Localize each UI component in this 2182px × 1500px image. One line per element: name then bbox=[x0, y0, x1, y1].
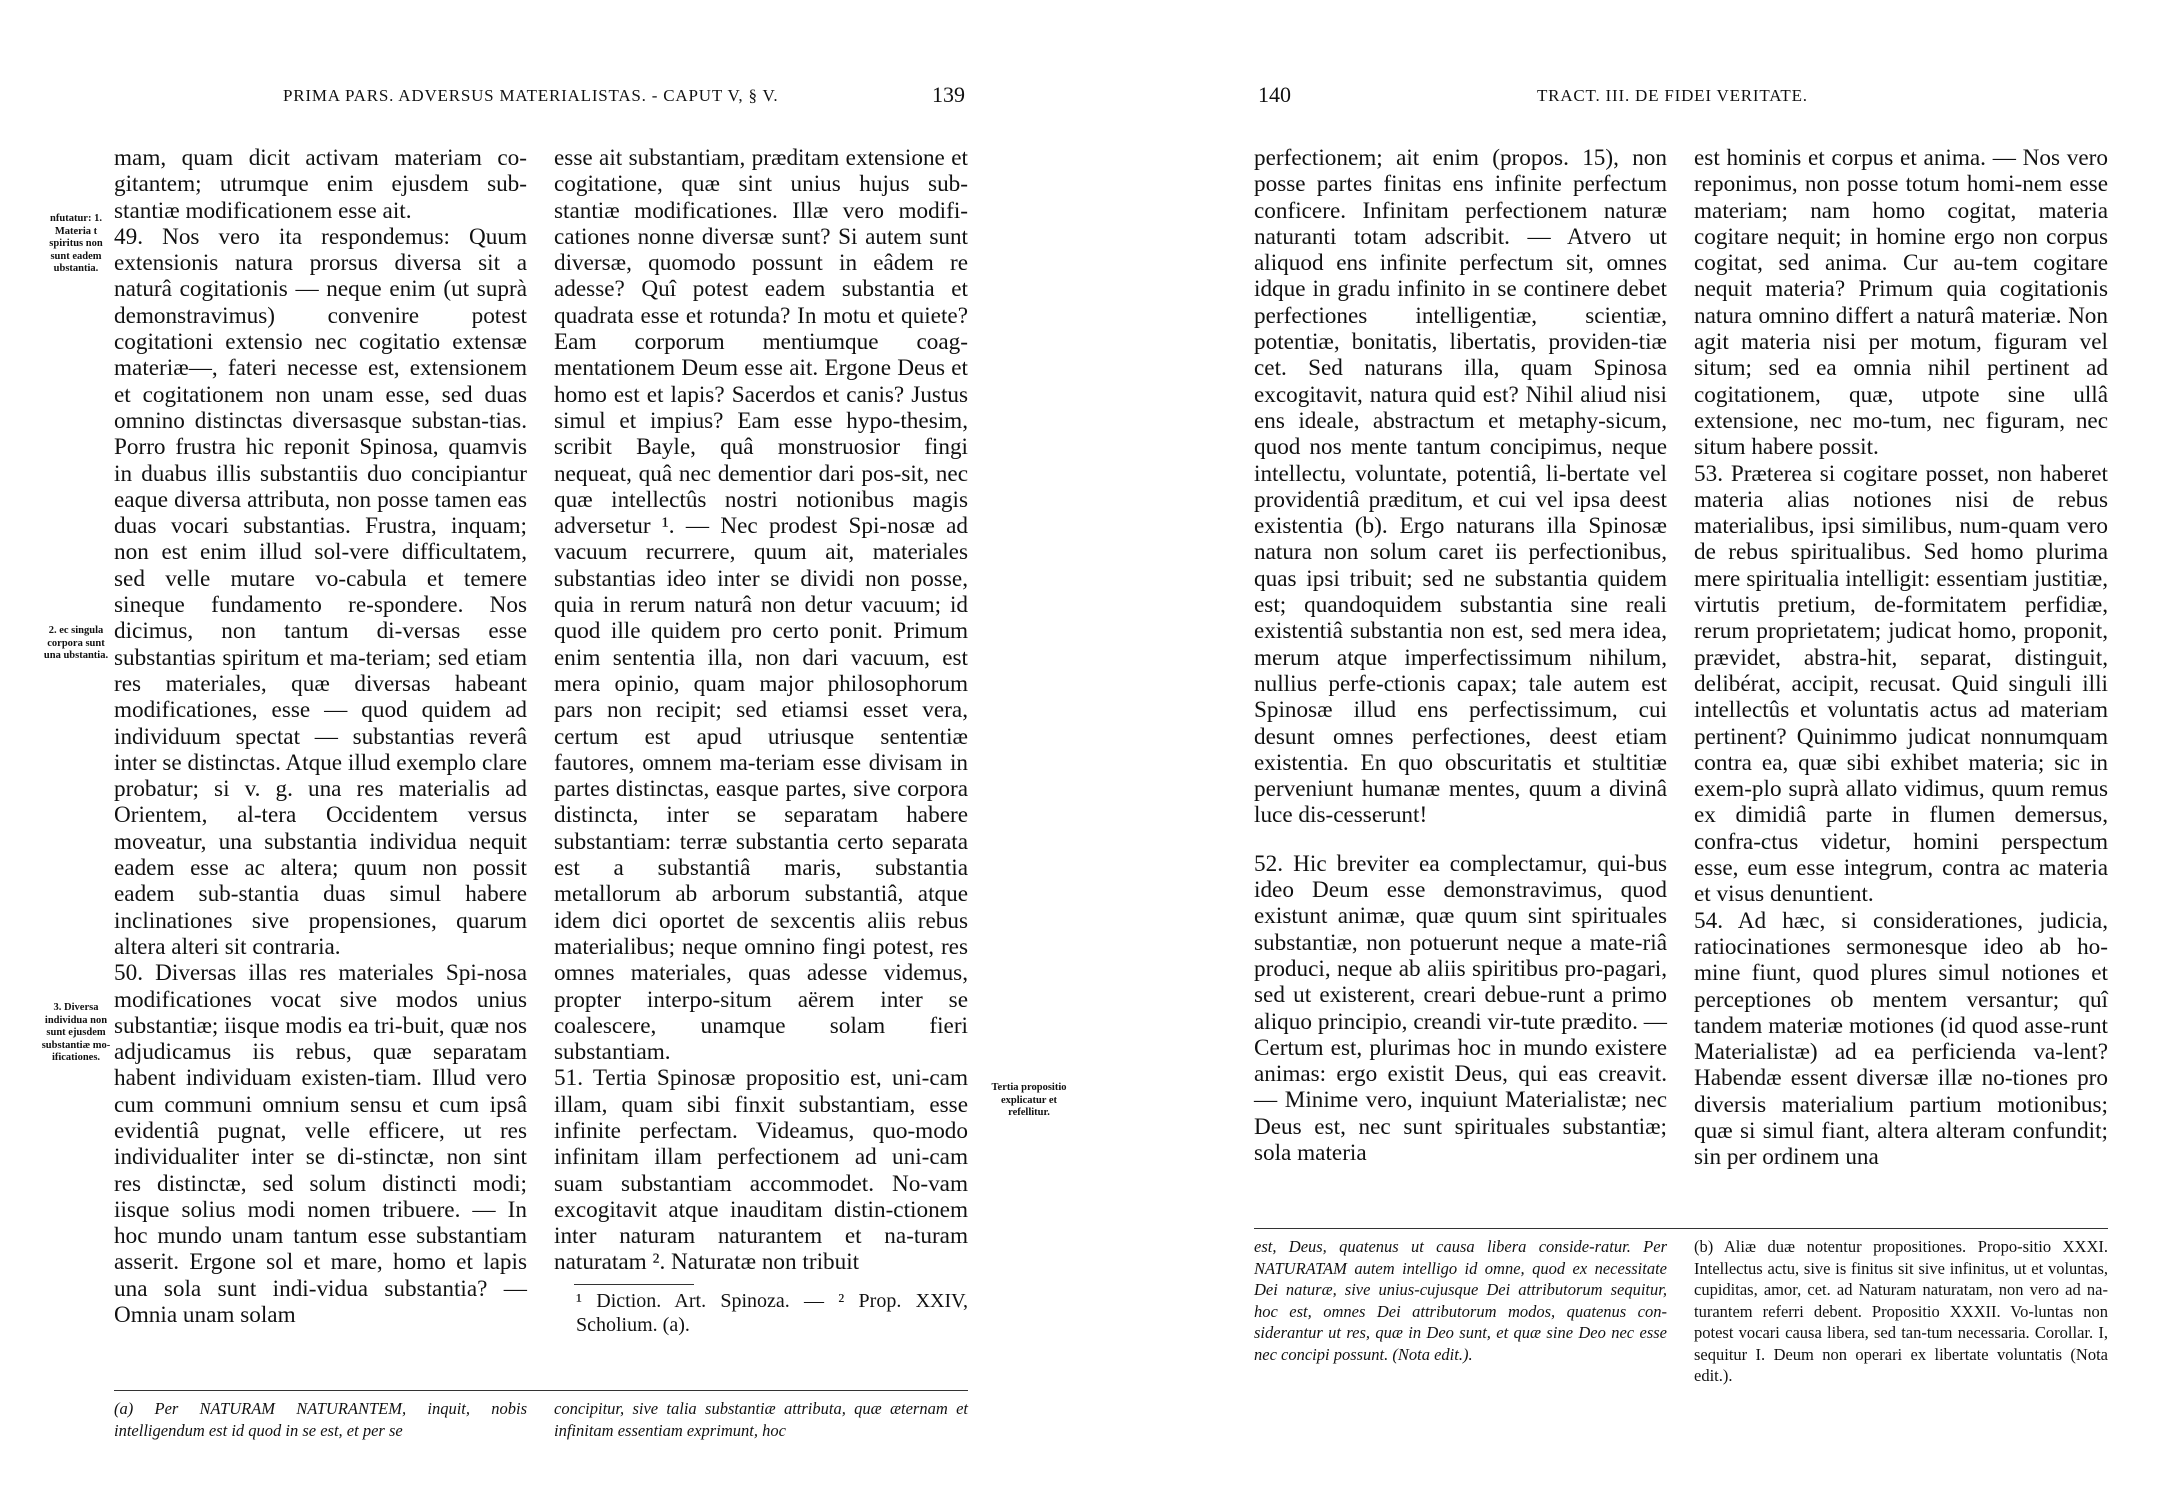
footnote-a-part1: (a) Per NATURAM NATURANTEM, inquit, nobis intelligendum est id quod in se est, et per se bbox=[114, 1399, 527, 1440]
footnote-rule bbox=[114, 1390, 968, 1391]
footnote-a-part2: concipitur, sive talia substantiæ attributa, quæ æternam et infinitam essentiam exprimunt, hoc bbox=[554, 1399, 968, 1440]
paragraph: mam, quam dicit activam materiam co-gitantem; utrumque enim ejusdem sub-stantiæ modificationem esse ait. bbox=[114, 145, 527, 224]
left-column-2 bbox=[554, 145, 968, 1337]
paragraph: perfectionem; ait enim (propos. 15), non posse partes finitas ens infinite perfectum conficere. Infinitam perfectionem naturæ naturanti totam adscribit. — Atvero ut aliquod ens infinite perfectum sit, omnes idque in gradu infinito in se continere debet perfectiones intelligentiæ, scientiæ, potentiæ, bonitatis, libertatis, providen-tiæ cet. Sed naturans illa, quam Spinosa excogitavit, natura quid est? Nihil aliud nisi ens ideale, abstractum et metaphy-sicum, quod nos mente tantum concipimus, neque intellectu, voluntate, potentiâ, li-bertate vel providentiâ præditum, et cui vel ipsa deest existentia (b). Ergo naturans illa Spinosæ natura non solum caret iis perfectionibus, quas ipsi tribuit; sed ne substantia quidem est; quandoquidem substantia sine reali existentiâ substantia non est, sed mera idea, merum atque imperfectissimum nihilum, nullius perfe-ctionis capax; tale autem est Spinosæ illud ens perfectissimum, cui desunt omnes perfectiones, deest etiam existentia. En quo obscuritatis et stultitiæ perveniunt humanæ mentes, quum a divinâ luce dis-cesserunt! bbox=[1254, 145, 1667, 829]
margin-note-4: Tertia propositio explicatur et refellitur. bbox=[991, 1082, 1067, 1118]
footnote-separator bbox=[574, 1284, 694, 1285]
margin-note-1: nfutatur: 1. Materia t spiritus non sunt eadem ubstantia. bbox=[49, 213, 103, 274]
page-number: 139 bbox=[932, 82, 965, 107]
paragraph-50: 50. Diversas illas res materiales Spi-nosa modificationes vocat sive modos unius substantiæ; iisque modis ea tri-buit, quæ nos adjudicamus iis rebus, quæ separatam habent individuam existen-tiam. Illud vero cum communi omnium sensu et cum ipsâ evidentiâ pugnat, velle efficere, ut res individualiter inter se di-stinctæ, non sint res distinctæ, sed solum distincti modi; iisque solius modi nomen tribuere. — In hoc mundo unam tantum esse substantiam asserit. Ergone sol et mare, homo et lapis una sola sunt indi-vidua substantia? — Omnia unam solam bbox=[114, 960, 527, 1329]
margin-note-2: 2. ec singula corpora sunt una ubstantia. bbox=[43, 625, 109, 661]
paragraph-49: 49. Nos vero ita respondemus: Quum extensionis natura prorsus diversa sit a naturâ cogitationis — neque enim (ut suprà demonstravimus) convenire potest cogitationi extensio nec cogitatio extensæ materiæ—, fateri necesse est, extensionem et cogitationem non unam esse, sed duas omnino distinctas diversasque substan-tias. Porro frustra hic reponit Spinosa, quamvis in duabus illis substantiis duo concipiantur eaque diversa attributa, non posse tamen eas duas vocari substantias. Frustra, inquam; non est enim illud sol-vere difficultatem, sed velle mutare vo-cabula et temere sineque fundamento re-spondere. Nos dicimus, non tantum di-versas esse substantias spiritum et ma-teriam; sed etiam res materiales, quæ diversas habeant modificationes, esse — quod quidem ad individuum spectat — substantias reverâ inter se distinctas. Atque illud exemplo clare probatur; si v. g. una res materialis ad Orientem, al-tera Occidentem versus moveatur, una substantia individua nequit eadem esse ac altera; quum non possit eadem sub-stantia duas simul habere inclinationes sive propensiones, quarum altera alteri sit contraria. bbox=[114, 223, 527, 960]
page-number: 140 bbox=[1258, 82, 1291, 107]
right-page bbox=[1091, 0, 2182, 1500]
footnote-b: (b) Aliæ duæ notentur propositiones. Propo-sitio XXXI. Intellectus actu, sive is finitus sit sive infinitus, ut et voluntas, cupiditas, amor, cet. ad Naturam naturatam, non vero ad na-turantem referri debent. Propositio XXXII. Vo-luntas non potest vocari causa libera, sed tan-tum necessaria. Corollar. I, sequitur I. Deum non operari ex libertate voluntatis (Nota edit.). bbox=[1694, 1237, 2108, 1385]
margin-note-3: 3. Diversa individua non sunt ejusdem substantiæ mo-ificationes. bbox=[41, 1002, 111, 1063]
left-column-1 bbox=[114, 145, 527, 1328]
footnote-rule bbox=[1254, 1228, 2108, 1229]
paragraph-52: 52. Hic breviter ea complectamur, qui-bus ideo Deum esse demonstravimus, quod existunt animæ, quæ quum sint spirituales substantiæ, non potuerunt neque a mate-riâ produci, neque ab aliis spiritibus pro-pagari, sed ut existerent, creari debue-runt a primo aliquo principio, creandi vir-tute prædito. — Certum est, plurimas hoc in mundo existere animas: ergo existit Deus, qui eas creavit. — Minime vero, inquiunt Materialistæ; nec Deus est, nec sunt spirituales substantiæ; sola materia bbox=[1254, 850, 1667, 1166]
running-header: TRACT. III. DE FIDEI VERITATE. bbox=[1537, 86, 1808, 105]
paragraph: est hominis et corpus et anima. — Nos vero reponimus, non posse totum homi-nem esse materiam; nam homo cogitat, materia cogitare nequit; in homine ergo non corpus cogitat, sed anima. Cur au-tem cogitare nequit materia? Primum quia cogitationis natura omnino differt a naturâ materiæ. Non agit materia nisi per motum, figuram vel situm; sed ea omnia nihil pertinent ad cogitationem, quæ, utpote sine ullâ extensione, nec mo-tum, nec figuram, nec situm habere possit. bbox=[1694, 145, 2108, 461]
right-column-1 bbox=[1254, 145, 1667, 1166]
running-header: PRIMA PARS. ADVERSUS MATERIALISTAS. - CAPUT V, § V. bbox=[283, 86, 779, 105]
paragraph-53: 53. Præterea si cogitare posset, non haberet materia alias notiones nisi de rebus materialibus, ipsi similibus, num-quam vero de rebus spiritualibus. Sed homo plurima mere spiritualia intelligit: essentiam justitiæ, virtutis pretium, de-formitatem perfidiæ, rerum proprietatem; judicat homo, proponit, prævidet, abstra-hit, separat, distinguit, delibérat, accipit, recusat. Quid singuli illi intellectûs et voluntatis actus ad materiam pertinent? Quinimmo judicat nonnumquam contra ea, quæ sibi exhibet materia; sic in exem-plo suprà allato vidimus, quum remus ex dimidiâ parte in flumen demersus, confra-ctus videtur, homini perspectum esse, eum esse integrum, contra ac materia et visus denuntient. bbox=[1694, 460, 2108, 908]
paragraph: esse ait substantiam, præditam extensione et cogitatione, quæ sint unius hujus sub-stantiæ modificationes. Illæ vero modifi-cationes nonne diversæ sunt? Si autem sunt diversæ, quomodo possunt in eâdem re adesse? Quî potest eadem substantia et quadrata esse et rotunda? In motu et quiete? Eam corporum mentiumque coag-mentationem Deum esse ait. Ergone Deus et homo est et lapis? Sacerdos et canis? Justus simul et impius? Eam esse hypo-thesim, scribit Bayle, quâ monstruosior fingi nequeat, quâ nec dementior dari pos-sit, nec quæ intellectûs nostri notionibus magis adversetur ¹. — Nec prodest Spi-nosæ ad vacuum recurrere, quum ait, materiales substantias ideo inter se dividi non posse, quia in rerum naturâ non detur vacuum; id quod ille quidem pro certo ponit. Primum enim sententia illa, non dari vacuum, est mera opinio, quam major philosophorum pars non recipit; sed etiamsi esset vera, certum est apud utriusque sententiæ fautores, omnem ma-teriam esse divisam in partes distinctas, easque partes, sive corpora distincta, inter se separatam habere substantiam: terræ substantia certo separata est a substantiâ maris, substantia metallorum ab arborum substantiâ, atque idem dici oportet de sexcentis aliis rebus materialibus; neque omnino fingi potest, res omnes materiales, quas adesse videmus, propter interpo-situm aërem inter se coalescere, unamque solam fieri substantiam. bbox=[554, 145, 968, 1066]
right-column-2 bbox=[1694, 145, 2108, 1171]
footnote-a-continued: est, Deus, quatenus ut causa libera conside-ratur. Per NATURATAM autem intelligo id omne, quod ex necessitate Dei naturæ, sive unius-cujusque Dei attributorum sequitur, hoc est, omnes Dei attributorum modos, quatenus con-siderantur ut res, quæ in Deo sunt, et quæ sine Deo nec esse nec concipi possunt. (Nota edit.). bbox=[1254, 1237, 1667, 1364]
footnote-inline: ¹ Diction. Art. Spinoza. — ² Prop. XXIV, Scholium. (a). bbox=[576, 1289, 968, 1336]
paragraph-51: 51. Tertia Spinosæ propositio est, uni-cam illam, quam sibi finxit substantiam, esse infinite perfectam. Videamus, quo-modo infinitam illam perfectionem ad uni-cam suam substantiam accommodet. No-vam excogitavit atque inauditam distin-ctionem inter naturam naturantem et na-turam naturatam ². Naturatæ non tribuit bbox=[554, 1065, 968, 1276]
paragraph-54: 54. Ad hæc, si considerationes, judicia, ratiocinationes sermonesque ideo ab ho-mine fiunt, quod plures simul notiones et perceptiones ob mentem versantur; quî tandem materiæ motiones (id quod asse-runt Materialistæ) ad ea perficienda va-lent? Habendæ essent diversæ illæ no-tiones pro diversis materialium partium motionibus; quæ si simul fiant, altera alteram confundit; sin per ordinem una bbox=[1694, 907, 2108, 1171]
